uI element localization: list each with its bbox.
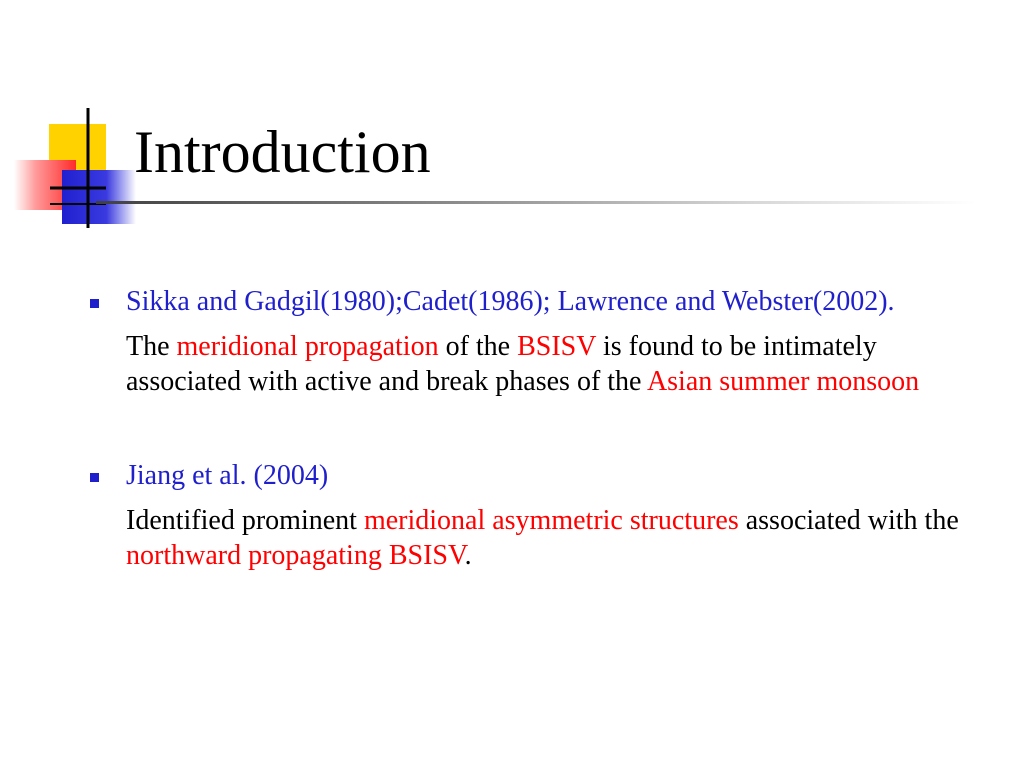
slide-title: Introduction (134, 119, 431, 185)
text-segment: . (464, 540, 472, 571)
highlighted-term: meridional propagation (176, 331, 439, 362)
square-bullet-icon (90, 299, 99, 308)
highlighted-term: Asian summer monsoon (646, 366, 920, 397)
text-segment: Identified prominent (126, 505, 364, 536)
description-2 (90, 503, 990, 573)
bullet-item-2 (90, 458, 990, 493)
citation-1: Sikka and Gadgil(1980);Cadet(1986); Lawrence and Webster(2002). (126, 286, 895, 317)
title-underline (96, 201, 976, 204)
bullet-item-1 (90, 284, 990, 319)
square-bullet-icon (90, 473, 99, 482)
highlighted-term: northward propagating BSISV (126, 540, 465, 571)
slide-content (90, 284, 990, 573)
decorative-squares-logo (0, 0, 140, 240)
text-segment: The (126, 331, 177, 362)
citation-2: Jiang et al. (2004) (126, 460, 329, 491)
highlighted-term: meridional asymmetric structures (363, 505, 739, 536)
blue-square (62, 170, 136, 224)
text-segment: associated with the (738, 505, 959, 536)
text-segment: of the (438, 331, 518, 362)
text-segment: is found to be intimately associated with active and break phases of the (126, 331, 877, 397)
description-1 (90, 329, 990, 399)
highlighted-term: BSISV (517, 331, 596, 362)
